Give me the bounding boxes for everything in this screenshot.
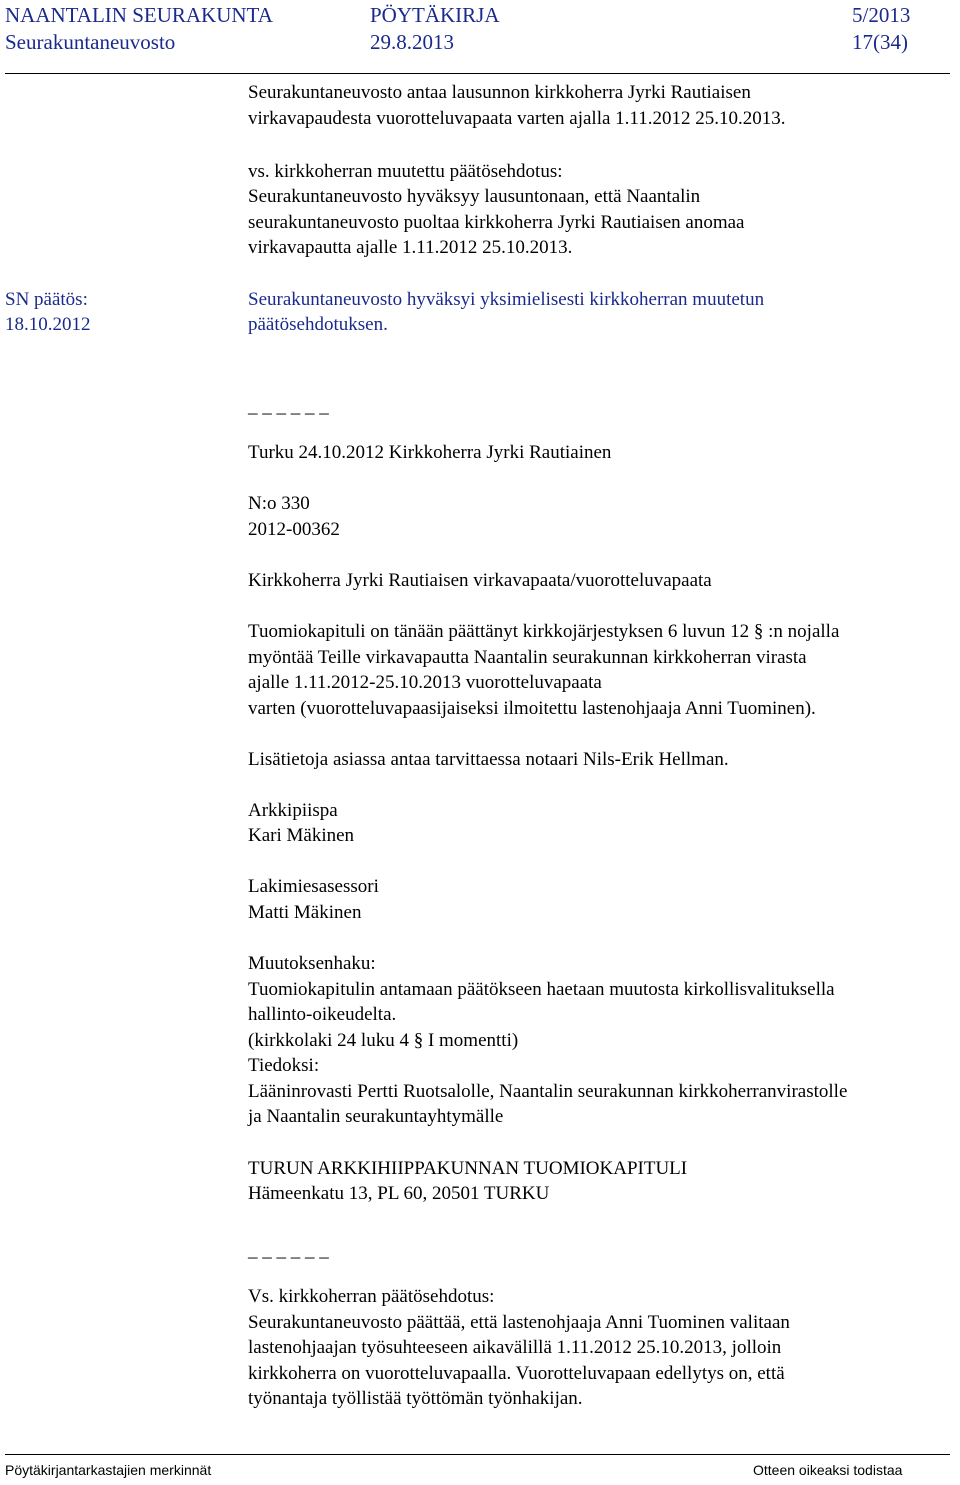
proposal-line: Seurakuntaneuvosto hyväksyy lausuntonaan, että Naantalin — [248, 186, 701, 207]
second-proposal-line: Seurakuntaneuvosto päättää, että lastenohjaaja Anni Tuominen valitaan — [248, 1312, 790, 1333]
appeal-line: Tuomiokapitulin antamaan päätökseen haetaan muutosta kirkollisvalituksella — [248, 979, 835, 1000]
proposal-heading: vs. kirkkoherran muutettu päätösehdotus: — [248, 161, 563, 182]
proposal-line: seurakuntaneuvosto puoltaa kirkkoherra Jyrki Rautiaisen anomaa — [248, 212, 745, 233]
footer-left: Pöytäkirjantarkastajien merkinnät — [5, 1462, 212, 1478]
cc-line: Lääninrovasti Pertti Ruotsalolle, Naantalin seurakunnan kirkkoherranvirastolle — [248, 1081, 848, 1102]
cc-line: ja Naantalin seurakuntayhtymälle — [248, 1106, 504, 1127]
signer1-name: Kari Mäkinen — [248, 825, 355, 846]
letter-place-line: Turku 24.10.2012 Kirkkoherra Jyrki Rautiainen — [248, 442, 612, 463]
sender-address: Hämeenkatu 13, PL 60, 20501 TURKU — [248, 1183, 550, 1204]
second-proposal-line: työnantaja työllistää työttömän työnhakijan. — [248, 1388, 583, 1409]
decision-date: 18.10.2012 — [5, 314, 91, 335]
appeal-heading: Muutoksenhaku: — [248, 953, 376, 974]
signer2-title: Lakimiesasessori — [248, 876, 379, 897]
footer-divider — [5, 1454, 950, 1455]
proposal-line: virkavapautta ajalle 1.11.2012 25.10.2013. — [248, 237, 573, 258]
signer2-name: Matti Mäkinen — [248, 902, 362, 923]
appeal-line: (kirkkolaki 24 luku 4 § I momentti) — [248, 1030, 519, 1051]
appeal-line: hallinto-oikeudelta. — [248, 1004, 397, 1025]
signer1-title: Arkkipiispa — [248, 800, 338, 821]
letter-body-line: varten (vuorotteluvapaasijaiseksi ilmoitettu lastenohjaaja Anni Tuominen). — [248, 698, 816, 719]
second-proposal-line: lastenohjaajan työsuhteeseen aikavälillä 1.11.2012 25.10.2013, jolloin — [248, 1337, 782, 1358]
protocol-number: 5/2013 — [852, 3, 911, 27]
header-divider — [5, 73, 950, 74]
letter-body-line: myöntää Teille virkavapautta Naantalin seurakunnan kirkkoherran virasta — [248, 647, 807, 668]
letter-ref-id: 2012-00362 — [248, 519, 340, 540]
meeting-date: 29.8.2013 — [370, 30, 454, 54]
page-number: 17(34) — [852, 30, 908, 54]
footer-right: Otteen oikeaksi todistaa — [753, 1462, 903, 1478]
letter-subject: Kirkkoherra Jyrki Rautiaisen virkavapaata/vuorotteluvapaata — [248, 570, 712, 591]
letter-body-line: ajalle 1.11.2012-25.10.2013 vuorotteluvapaata — [248, 672, 602, 693]
governing-body: Seurakuntaneuvosto — [5, 30, 176, 54]
letter-info: Lisätietoja asiassa antaa tarvittaessa notaari Nils-Erik Hellman. — [248, 749, 729, 770]
cc-heading: Tiedoksi: — [248, 1055, 320, 1076]
letter-ref-number: N:o 330 — [248, 493, 310, 514]
intro-line: virkavapaudesta vuorotteluvapaata varten ajalla 1.11.2012 25.10.2013. — [248, 108, 786, 129]
sender-name: TURUN ARKKIHIIPPAKUNNAN TUOMIOKAPITULI — [248, 1158, 688, 1179]
decision-line: päätösehdotuksen. — [248, 314, 388, 335]
decision-label: SN päätös: — [5, 289, 88, 310]
document-type: PÖYTÄKIRJA — [370, 3, 500, 27]
letter-body-line: Tuomiokapituli on tänään päättänyt kirkkojärjestyksen 6 luvun 12 § :n nojalla — [248, 621, 840, 642]
second-proposal-heading: Vs. kirkkoherran päätösehdotus: — [248, 1286, 495, 1307]
separator-dashes: _ _ _ _ _ _ — [248, 1240, 329, 1261]
second-proposal-line: kirkkoherra on vuorotteluvapaalla. Vuorotteluvapaan edellytys on, että — [248, 1363, 785, 1384]
org-name: NAANTALIN SEURAKUNTA — [5, 3, 273, 27]
intro-line: Seurakuntaneuvosto antaa lausunnon kirkkoherra Jyrki Rautiaisen — [248, 82, 751, 103]
decision-line: Seurakuntaneuvosto hyväksyi yksimielisesti kirkkoherran muutetun — [248, 289, 765, 310]
separator-dashes: _ _ _ _ _ _ — [248, 396, 329, 417]
